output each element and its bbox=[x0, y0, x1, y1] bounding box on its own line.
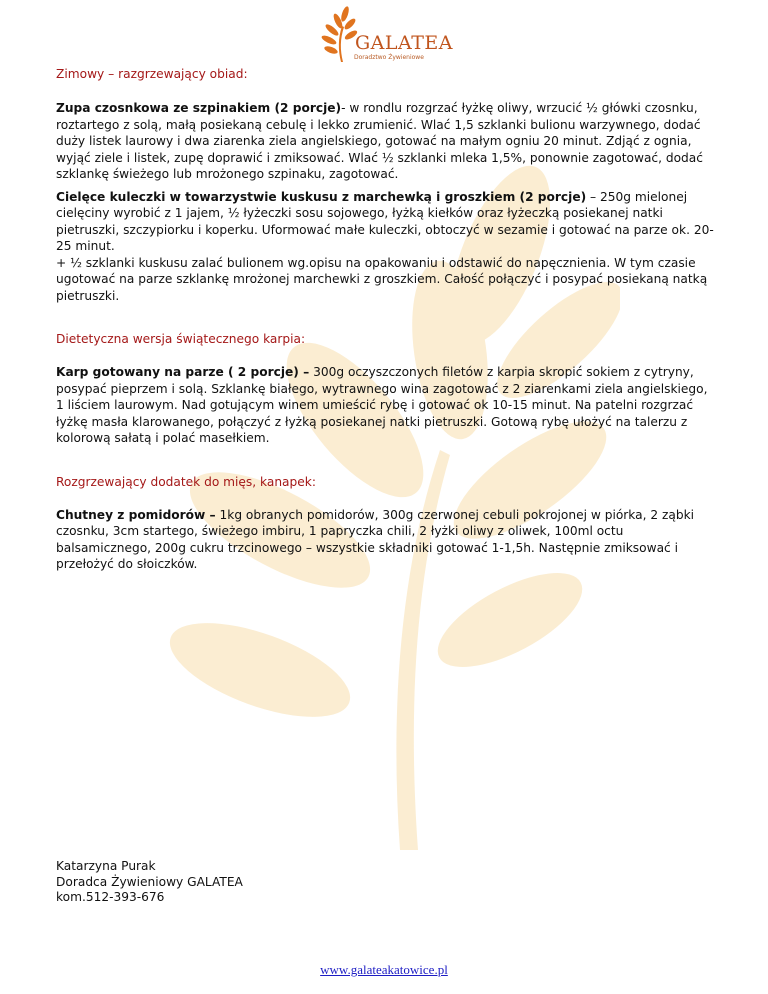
recipe-steamed-carp bbox=[56, 364, 718, 447]
wheat-icon bbox=[318, 6, 358, 64]
recipe-tomato-chutney bbox=[56, 507, 718, 573]
website-link[interactable]: www.galateakatowice.pl bbox=[320, 962, 448, 977]
document-body bbox=[56, 66, 718, 573]
galatea-logo bbox=[318, 6, 458, 64]
author-role: Doradca Żywieniowy GALATEA bbox=[56, 874, 243, 889]
logo-tagline: Doradztwo Żywieniowe bbox=[354, 54, 424, 61]
recipe-text: – 250g mielonej cielęciny wyrobić z 1 jajem, ½ łyżeczki sosu sojowego, łyżką kiełków oraz łyżeczką posiekanej natki pietruszki, szczypiorku i koperku. Uformować małe kuleczki, obtoczyć w sezamie i gotować na parze ok. 20-25 minut. bbox=[56, 189, 714, 253]
logo-name: GALATEA bbox=[355, 32, 453, 54]
section-heading-carp: Dietetyczna wersja świątecznego karpia: bbox=[56, 332, 306, 346]
recipe-title: Karp gotowany na parze ( 2 porcje) – bbox=[56, 365, 310, 379]
section-heading-side-dish: Rozgrzewający dodatek do mięs, kanapek: bbox=[56, 474, 316, 489]
recipe-veal-balls bbox=[56, 189, 718, 255]
recipe-title: Zupa czosnkowa ze szpinakiem (2 porcje) bbox=[56, 101, 342, 115]
author-name: Katarzyna Purak bbox=[56, 859, 156, 873]
recipe-text: 1kg obranych pomidorów, 300g czerwonej cebuli pokrojonej w piórka, 2 ząbki czosnku, 3cm startego, świeżego imbiru, 1 papryczka chili, 2 łyżki oliwy z oliwek, 100ml octu balsamicznego, 200g cukru trzcinowego – wszystkie składniki gotować 1-1,5h. Następnie zmiksować i przełożyć do słoiczków. bbox=[56, 507, 695, 571]
author-phone: kom.512-393-676 bbox=[56, 890, 165, 904]
recipe-text: - w rondlu rozgrzać łyżkę oliwy, wrzucić ½ główki czosnku, roztartego z solą, małą posiekaną cebulę i lekko zrumienić. Wlać 1,5 szklanki bulionu warzywnego, dodać duży listek laurowy i dwa ziarenka ziela angielskiego, gotować na małym ogniu 20 minut. Zdjąć z ognia, wyjąć ziele i listek, zupę doprawić i zmiksować. Wlać ½ szklanki mleka 1,5%, ponownie zagotować, dodać szklankę świeżego lub mrożonego szpinaku, zagotować. bbox=[56, 101, 703, 181]
recipe-text: 300g oczyszczonych filetów z karpia skropić sokiem z cytryny, posypać pieprzem i solą. Szklankę białego, wytrawnego wina zagotować z 2 ziarenkami ziela angielskiego, 1 liściem laurowym. Nad gotującym winem umieścić rybę i gotować ok 10-15 minut. Na patelni rozgrzać łyżkę masła klarowanego, połączyć z łyżką posiekanej natki pietruszki. Gotową rybę ułożyć na talerzu z kolorową sałatą i polać masełkiem. bbox=[56, 365, 708, 445]
recipe-title: Cielęce kuleczki w towarzystwie kuskusu z marchewką i groszkiem (2 porcje) bbox=[56, 189, 587, 204]
signature-block bbox=[56, 859, 243, 906]
recipe-title: Chutney z pomidorów – bbox=[56, 507, 216, 522]
section-heading-winter-lunch: Zimowy – razgrzewający obiad: bbox=[56, 67, 248, 81]
recipe-garlic-soup bbox=[56, 100, 718, 183]
recipe-couscous-note: + ½ szklanki kuskusu zalać bulionem wg.opisu na opakowaniu i odstawić do napęcznienia. W tym czasie ugotować na parze szklankę mrożonej marchewki z groszkiem. Całość połączyć i posypać posiekaną natką pietruszki. bbox=[56, 255, 708, 303]
